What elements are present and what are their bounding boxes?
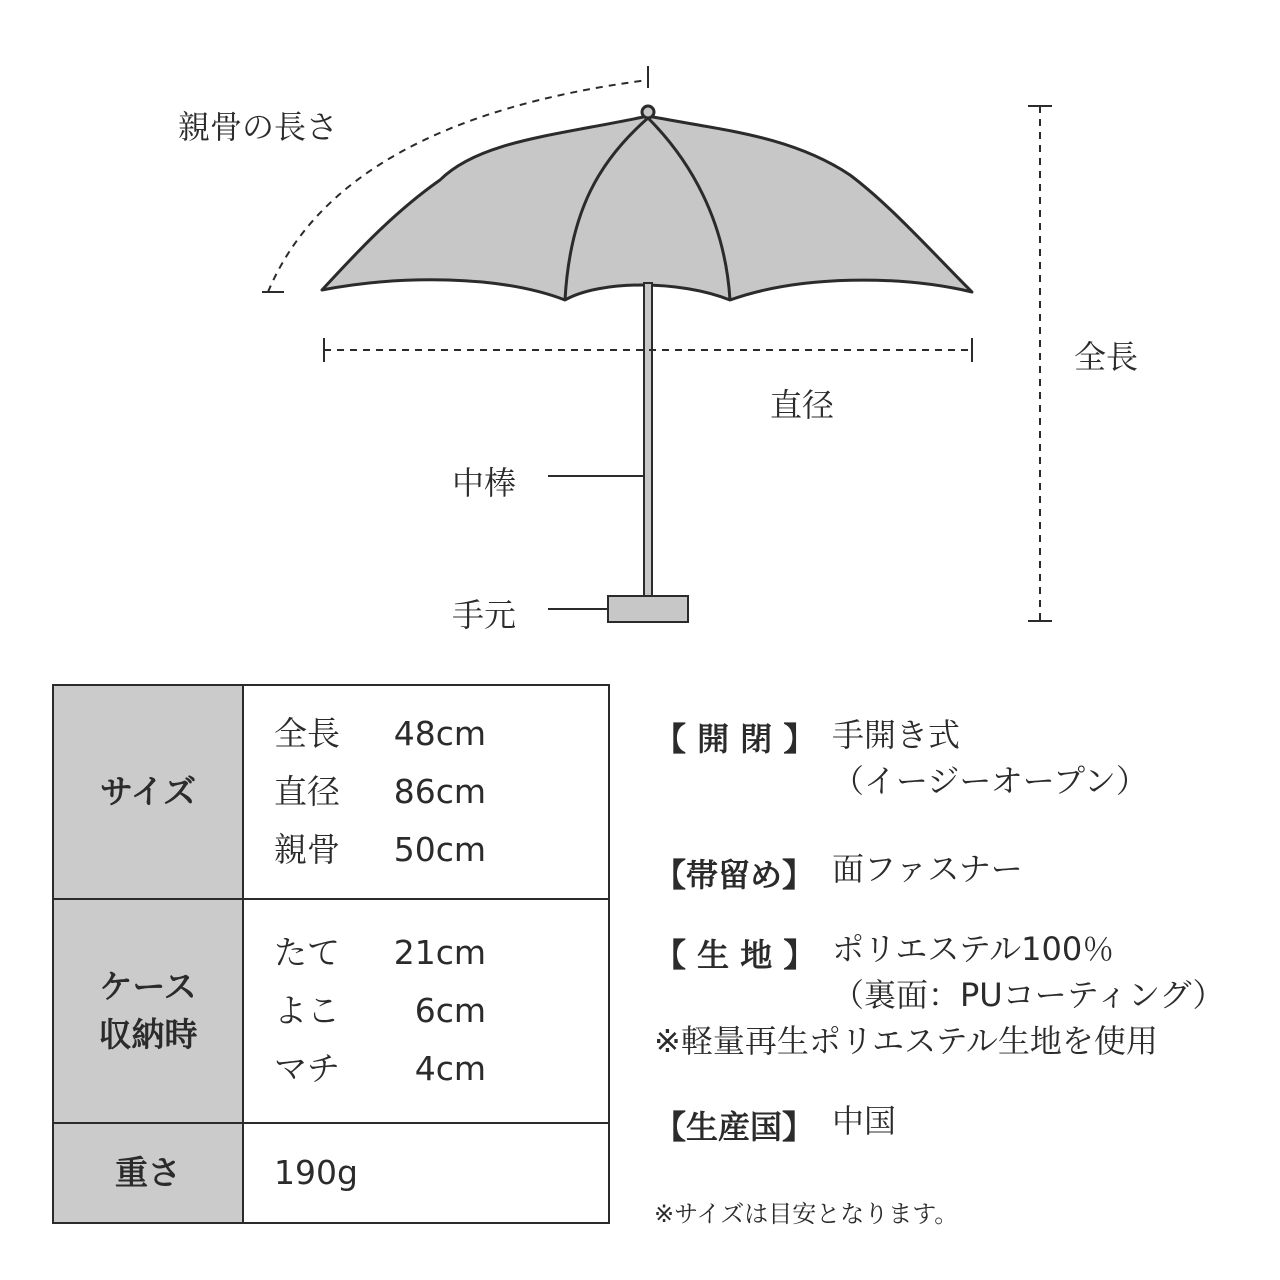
spec-key: 全長 [274, 714, 340, 753]
spec-header-size [53, 685, 243, 899]
total-length-label: 全長 [1074, 338, 1139, 376]
umbrella-canopy [322, 116, 972, 300]
spec-row-weight [53, 1123, 609, 1223]
spec-value: 50cm [393, 830, 486, 869]
rib-length-label: 親骨の長さ [178, 108, 339, 146]
info-line: （裏面：PUコーティング） [832, 976, 1225, 1014]
spec-key: マチ [274, 1049, 340, 1088]
spec-header-text: サイズ [99, 772, 197, 811]
open-close-value [832, 712, 1148, 804]
spec-item [274, 924, 608, 982]
info-line: ポリエステル100％ [832, 930, 1115, 968]
spec-body-case [243, 899, 609, 1123]
handle-label: 手元 [452, 596, 517, 634]
fabric-note: ※軽量再生ポリエステル生地を使用 [654, 1022, 1158, 1060]
spec-body-weight [243, 1123, 609, 1223]
spec-key: 直径 [274, 772, 340, 811]
spec-key: よこ [274, 991, 340, 1030]
umbrella-handle [608, 596, 688, 622]
umbrella-shaft [644, 283, 652, 596]
spec-item [274, 705, 608, 763]
spec-table [52, 684, 610, 1224]
info-line: 面ファスナー [832, 850, 1023, 888]
spec-item [274, 821, 608, 879]
spec-item [274, 982, 608, 1040]
open-close-label: 【 開 閉 】 [654, 720, 816, 758]
info-line: 中国 [832, 1102, 897, 1140]
spec-value: 190g [274, 1153, 358, 1192]
spec-value: 48cm [393, 714, 486, 753]
spec-value: 21cm [393, 933, 486, 972]
spec-header-text: ケース [99, 967, 197, 1006]
spec-value: 86cm [393, 772, 486, 811]
info-line: （イージーオープン） [832, 762, 1148, 800]
spec-row-size [53, 685, 609, 899]
spec-header-weight [53, 1123, 243, 1223]
info-line: 手開き式 [832, 716, 961, 754]
umbrella-tip [642, 106, 654, 118]
diameter-label: 直径 [770, 386, 835, 424]
spec-item [274, 763, 608, 821]
spec-header-text: 収納時 [98, 1015, 198, 1054]
spec-key: 親骨 [274, 830, 340, 869]
spec-key: たて [274, 933, 340, 972]
spec-value: 6cm [414, 991, 486, 1030]
spec-item [274, 1144, 608, 1202]
spec-row-case [53, 899, 609, 1123]
shaft-label: 中棒 [452, 464, 517, 502]
spec-body-size [243, 685, 609, 899]
spec-header-case [53, 899, 243, 1123]
strap-value [832, 846, 1023, 892]
footnote: ※サイズは目安となります。 [654, 1200, 959, 1228]
spec-item [274, 1040, 608, 1098]
origin-value [832, 1098, 896, 1144]
fabric-value [832, 926, 1224, 1018]
strap-label: 【帯留め】 [654, 856, 815, 894]
spec-value: 4cm [414, 1049, 486, 1088]
origin-label: 【生産国】 [654, 1108, 815, 1146]
spec-header-text: 重さ [115, 1153, 181, 1192]
fabric-label: 【 生 地 】 [654, 936, 816, 974]
